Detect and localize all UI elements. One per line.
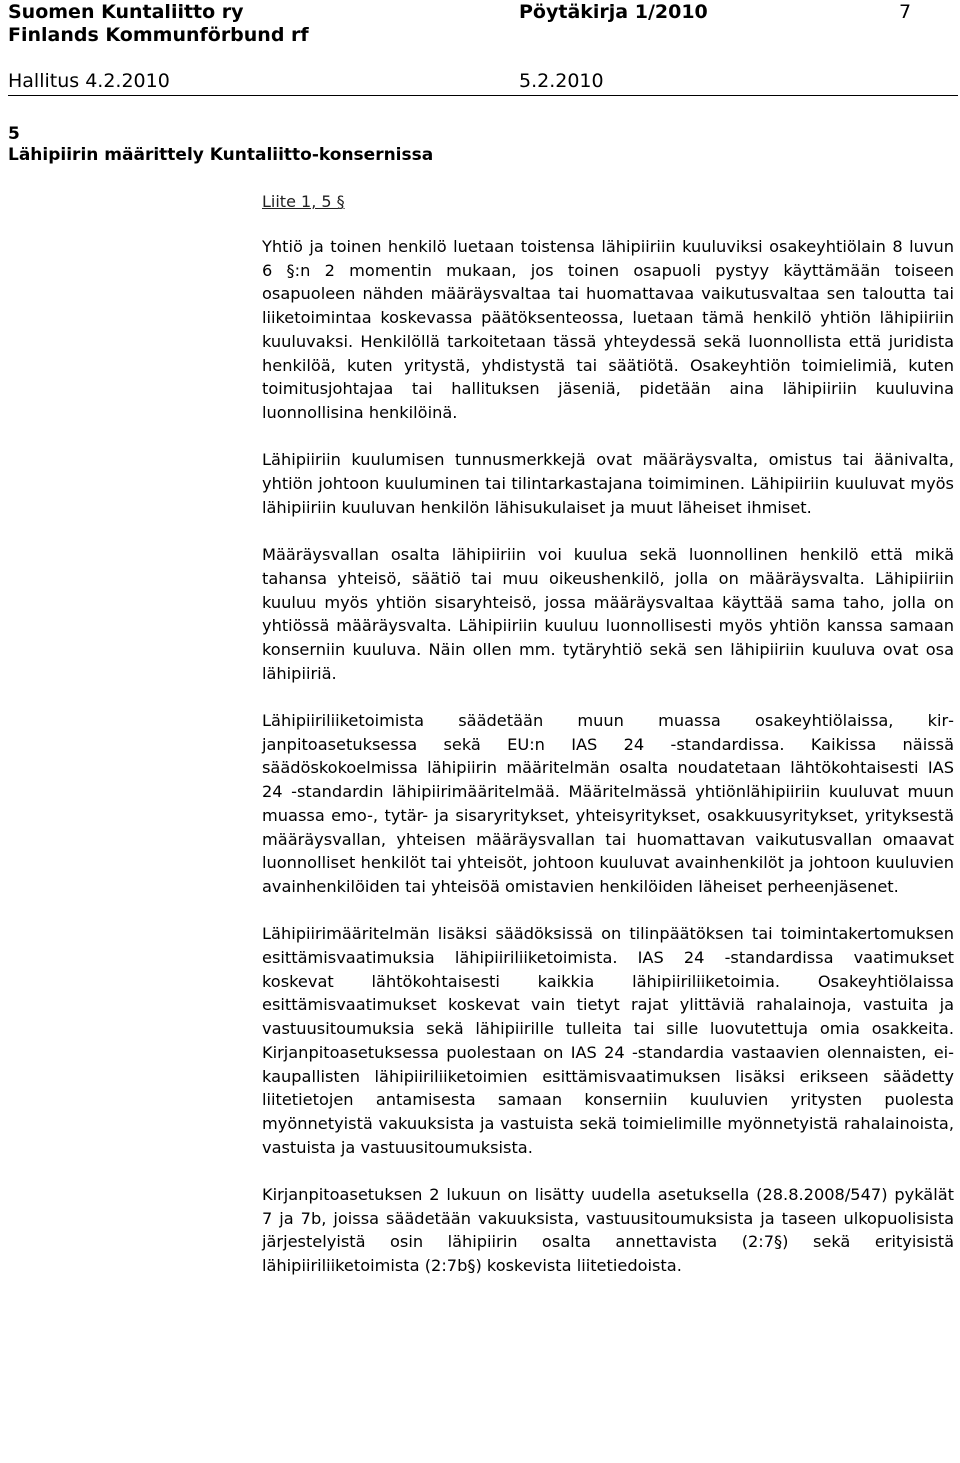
attachment-link[interactable]: Liite 1, 5 § <box>262 192 345 211</box>
section-title: Lähipiirin määrittely Kuntaliitto-konsernissa <box>8 145 434 165</box>
organization-name-finnish: Suomen Kuntaliitto ry <box>8 1 244 23</box>
page-number: 7 <box>899 1 912 23</box>
paragraph: Määräysvallan osalta lähipiiriin voi kuulua sekä luonnollinen henkilö että mikä tahansa yhteisö, säätiö tai muu oikeushenkilö, jolla on määräysvalta. Lähipiiriin kuuluu myös yhtiön sisaryhteisö, jossa määräysvaltaa käyttää sama taho, jolla on yhtiössä määräysvalta. Lähipiiriin kuuluu luonnollisesti myös yhtiön kanssa samaan konserniin kuuluva. Näin ollen mm. tytäryhtiö sekä sen lähipiiriin kuuluva ovat osa lähipiiriä. <box>262 545 954 683</box>
document-title: Pöytäkirja 1/2010 <box>519 1 708 23</box>
paragraph: Lähipiiriin kuulumisen tunnusmerkkejä ovat määräysvalta, omistus tai äänivalta, yhtiön johtoon kuuluminen tai tilintarkastajana toimiminen. Lähipiiriin kuuluvat myös lähipiiriin kuuluvan henkilön lähisukulaiset ja muut läheiset ihmiset. <box>262 450 954 517</box>
paragraph: Kirjanpitoasetuksen 2 lukuun on lisätty uudella asetuksella (28.8.2008/547) pykälät 7 ja 7b, joissa säädetään vakuuksista, vastuusitoumuksista ja taseen ulkopuolisista järjestelyistä osin lähipiirin osalta annettavista (2:7§) sekä erityisistä lähipiiriliiketoimista (2:7b§) koskevista liitetiedoista. <box>262 1185 954 1276</box>
header-divider <box>8 95 958 96</box>
document-date: 5.2.2010 <box>519 70 604 92</box>
section-number: 5 <box>8 124 20 144</box>
organization-name-swedish: Finlands Kommunförbund rf <box>8 24 309 46</box>
body-text <box>262 235 954 1302</box>
meeting-label: Hallitus 4.2.2010 <box>8 70 170 92</box>
paragraph: Yhtiö ja toinen henkilö luetaan toistensa lähipiiriin kuuluviksi osakeyhtiölain 8 luvun 6 §:n 2 momentin mukaan, jos toinen osapuoli pystyy käyttämään toiseen osapuoleen nähden määräysvaltaa tai huomattavaa vaikutusvaltaa sen taloutta tai liiketoimintaa koskevassa päätöksenteossa, luetaan tämä henkilö yhtiön lähipiiriin kuuluvaksi. Henkilöllä tarkoitetaan tässä yhteydessä sekä luonnollista että juridista henkilöä, kuten yritystä, yhdistystä tai säätiötä. Osakeyhtiön toimielimiä, kuten toimitusjohtajaa tai hallituksen jäseniä, pidetään aina lähipiiriin kuuluvina luonnollisina henkilöinä. <box>262 237 954 422</box>
paragraph: Lähipiiriliiketoimista säädetään muun muassa osakeyhtiölaissa, kirjanpitoasetuksessa sekä EU:n IAS 24 -standardissa. Kaikissa näissä säädöskokoelmissa lähipiirin määritelmän osalta noudatetaan lähtökohtaisesti IAS 24 -standardin lähipiirimääritelmää. Määritelmässä yhtiönlähipiiriin kuuluvat muun muassa emo-, tytär- ja sisaryritykset, yhteisyritykset, osakkuusyritykset, yrityksestä määräysvallan, yhteisen määräysvallan tai huomattavan vaikutusvallan omaavat luonnolliset henkilöt tai yhteisöt, johtoon kuuluvat avainhenkilöt ja johtoon kuuluvien avainhenkilöiden tai yhteisöä omistavien henkilöiden läheiset perheenjäsenet. <box>262 711 954 896</box>
paragraph: Lähipiirimääritelmän lisäksi säädöksissä on tilinpäätöksen tai toimintakertomuksen esittämisvaatimuksia lähipiiriliiketoimista. IAS 24 -standardissa vaatimukset koskevat lähtökohtaisesti kaikkia lähipiiriliiketoimia. Osakeyhtiölaissa esittämisvaatimukset koskevat vain tietyt rajat ylittäviä rahalainoja, vastuita ja vastuusitoumuksia sekä lähipiirille tulleita tai sille luovutettuja omia osakkeita. Kirjanpitoasetuksessa puolestaan on IAS 24 -standardia vastaavien olennaisten, ei-kaupallisten lähipiiriliiketoimien esittämisvaatimuksen lisäksi erikseen säädetty liitetietojen antamisesta samaan konserniin kuuluvien yritysten puolesta myönnetyistä vakuuksista ja vastuista sekä toimielimille myönnetyistä rahalainoista, vastuista ja vastuusitoumuksista. <box>262 924 954 1157</box>
